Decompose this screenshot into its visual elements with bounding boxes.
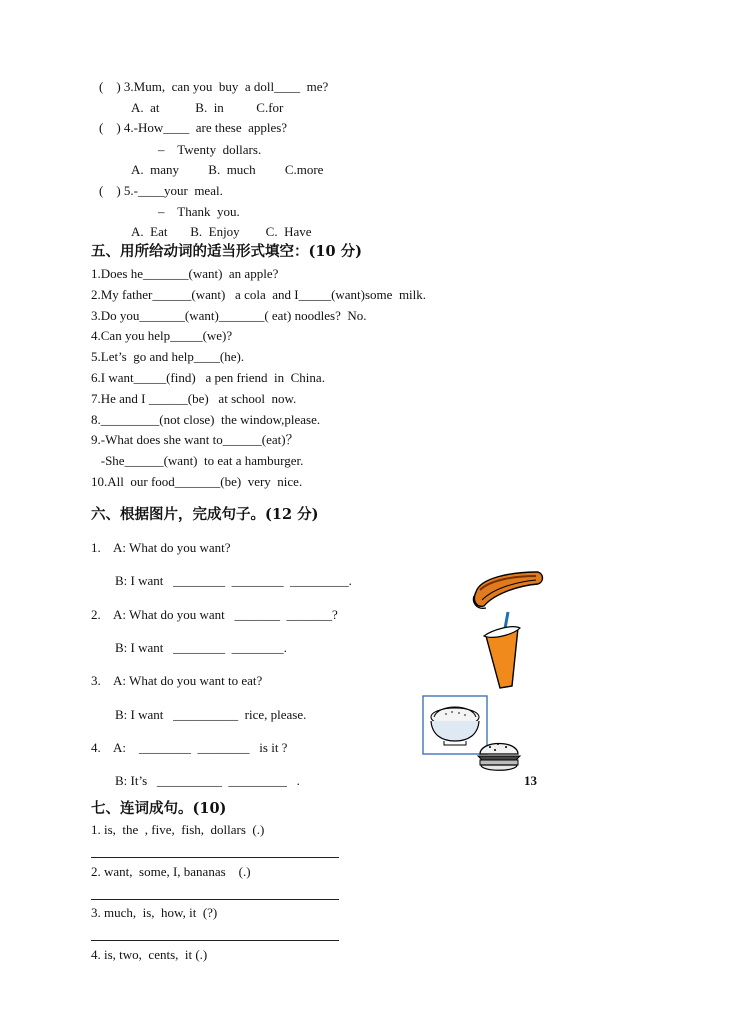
sec5-item-2: 2.My father______(want) a cola and I_____(want)some milk. — [91, 287, 427, 302]
section-5-title: 五、用所给动词的适当形式填空：(10 分) — [91, 243, 362, 260]
sec5-item-5: 5.Let’s go and help____(he). — [91, 349, 245, 364]
mc-q5: ( ) 5.-____your meal. — [99, 183, 223, 198]
mc-q5-answer: – Thank you. — [158, 204, 240, 219]
sec5-item-8: 8._________(not close) the window,please. — [91, 412, 321, 427]
sec5-item-10: 10.All our food_______(be) very nice. — [91, 474, 303, 489]
sec6-q1-b: B: I want ________ ________ _________. — [115, 573, 352, 588]
hotdog-image — [470, 566, 546, 612]
section-7-title: 七、连词成句。(10) — [91, 800, 227, 817]
answer-line-2[interactable] — [91, 899, 339, 900]
sec6-q3-a: 3. A: What do you want to eat? — [91, 673, 263, 688]
sec6-q4-b: B: It’s __________ _________ . — [115, 773, 300, 788]
hamburger-image — [476, 734, 522, 776]
drink-cup-image — [478, 610, 526, 690]
mc-q4-answer: – Twenty dollars. — [158, 142, 262, 157]
sec5-item-6: 6.I want_____(find) a pen friend in China. — [91, 370, 325, 385]
sec6-q3-b: B: I want __________ rice, please. — [115, 707, 307, 722]
sec7-item-3: 3. much, is, how, it (?) — [91, 905, 218, 920]
sec7-item-2: 2. want, some, I, bananas (.) — [91, 864, 251, 879]
sec6-q1-a: 1. A: What do you want? — [91, 540, 231, 555]
sec5-item-4: 4.Can you help_____(we)? — [91, 328, 233, 343]
section-6-title: 六、根据图片，完成句子。(12 分) — [91, 506, 319, 523]
mc-q4-options: A. many B. much C.more — [131, 162, 324, 177]
sec5-item-7: 7.He and I ______(be) at school now. — [91, 391, 297, 406]
sec6-q2-a: 2. A: What do you want _______ _______? — [91, 607, 338, 622]
mc-q5-options: A. Eat B. Enjoy C. Have — [131, 224, 312, 239]
sec6-q4-a: 4. A: ________ ________ is it ? — [91, 740, 288, 755]
sec6-q2-b: B: I want ________ ________. — [115, 640, 287, 655]
sec5-item-9-reply: -She______(want) to eat a hamburger. — [91, 453, 304, 468]
mc-q4: ( ) 4.-How____ are these apples? — [99, 120, 288, 135]
sec7-item-1: 1. is, the , five, fish, dollars (.) — [91, 822, 265, 837]
answer-line-1[interactable] — [91, 857, 339, 858]
sec5-item-9: 9.-What does she want to______(eat)？ — [91, 432, 299, 447]
answer-line-3[interactable] — [91, 940, 339, 941]
sec5-item-1: 1.Does he_______(want) an apple? — [91, 266, 279, 281]
sec7-item-4: 4. is, two, cents, it (.) — [91, 947, 208, 962]
sec5-item-3: 3.Do you_______(want)_______( eat) noodles? No. — [91, 308, 367, 323]
page-mark: 13 — [524, 773, 537, 788]
mc-q3-options: A. at B. in C.for — [131, 100, 284, 115]
mc-q3: ( ) 3.Mum, can you buy a doll____ me? — [99, 79, 329, 94]
